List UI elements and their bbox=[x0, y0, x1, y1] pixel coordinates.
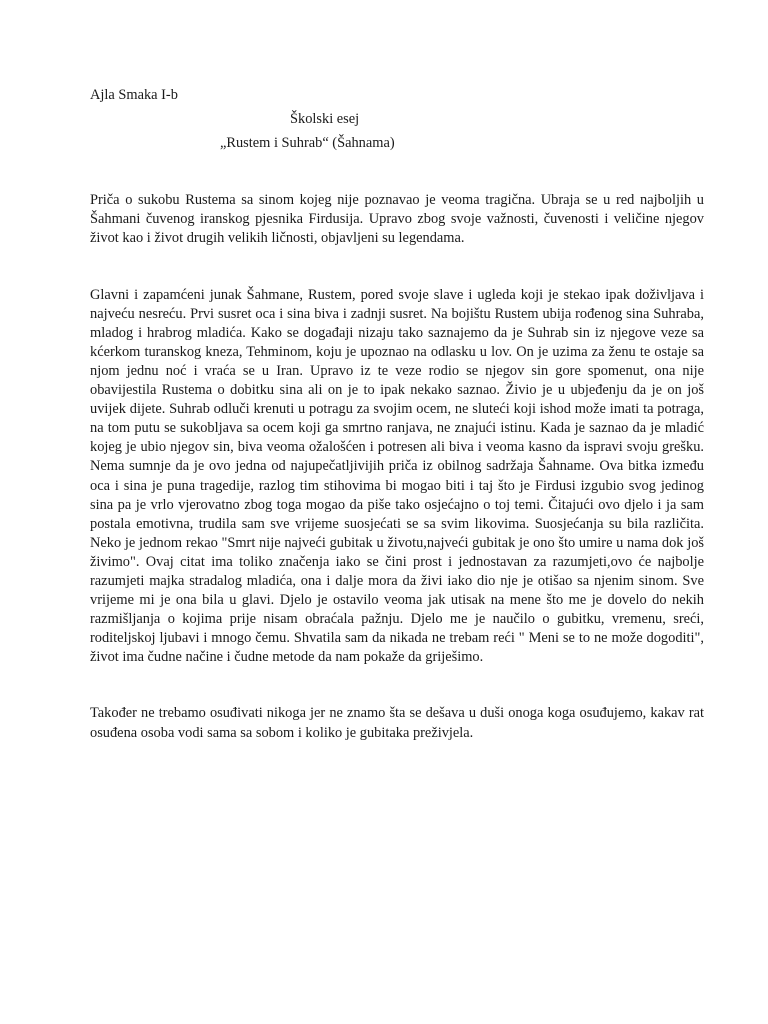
paragraph-conclusion: Također ne trebamo osuđivati nikoga jer ne znamo šta se dešava u duši onoga koga osuđujemo, kakav rat osuđena osoba vodi sama sa sobom i koliko je gubitaka preživjela. bbox=[90, 705, 704, 741]
essay-title: Školski esej bbox=[290, 111, 360, 128]
document-page bbox=[90, 86, 704, 743]
paragraph-intro: Priča o sukobu Rustema sa sinom kojeg nije poznavao je veoma tragična. Ubraja se u red najboljih u Šahmani čuvenog iranskog pjesnika Firdusija. Upravo zbog svoje važnosti, čuvenosti i veličine njegov život kao i život drugih velikih ličnosti, objavljeni su legendama. bbox=[90, 192, 704, 247]
author-line: Ajla Smaka I-b bbox=[90, 87, 178, 103]
essay-subtitle: „Rustem i Suhrab“ (Šahnama) bbox=[220, 135, 395, 152]
paragraph-body: Glavni i zapamćeni junak Šahmane, Rustem, pored svoje slave i ugleda koji je stekao ipak doživljava i najveću nesreću. Prvi susret oca i sina biva i zadnji susret. Na bojištu Rustem ubija rođenog sina Suhraba, mladog i hrabrog mladića. Kako se događaji nizaju tako saznajemo da je Suhrab sin iz njegove veze sa kćerkom turanskog kneza, Tehminom, koju je upoznao na odlasku u lov. On je uzima za ženu te ostaje sa njom jednu noć i vraća se u Iran. Upravo iz te veze rodio se njegov sin gore spomenut, ona nije obavijestila Rustema o dobitku sina ali on je to ipak nekako saznao. Živio je u ubjeđenju da je on još uvijek dijete. Suhrab odluči krenuti u potragu za svojim ocem, ne sluteći koji ishod može imati ta potraga, na tom putu se sukobljava sa ocem koji ga smrtno ranjava, ne znajući istinu. Kada je saznao da je mladić kojeg je ubio njegov sin, biva veoma ožalošćen i potresen ali biva i veoma kasno da ispravi svoju grešku. Nema sumnje da je ovo jedna od najupečatljivijih priča iz obilnog sadržaja Šahname. Ova bitka između oca i sina je puna tragedije, razlog tim stihovima bi mogao biti i taj što je Firdusi izgubio svog jedinog sina pa je vrlo vjerovatno zbog toga mogao da piše tako osjećajno o toj temi. Čitajući ovo djelo i ja sam postala emotivna, trudila sam sve vrijeme suosjećati se sa svim likovima. Suosjećanja su bila različita. Neko je jednom rekao "Smrt nije najveći gubitak u životu,najveći gubitak je ono što umire u nama dok još živimo". Ovaj citat ima toliko značenja iako se čini prost i jednostavan za razumjeti,ovo će najbolje razumjeti majka stradalog mladića, ona i dalje mora da živi iako dio nje je otišao sa njenim sinom. Sve vrijeme mi je ona bila u glavi. Djelo je ostavilo veoma jak utisak na mene što me je dovelo do nekih razmišljanja o kojima prije nisam obraćala pažnju. Djelo me je naučilo o gubitku, vremenu, sreći, roditeljskoj ljubavi i mnogo čemu. Shvatila sam da nikada ne trebam reći " Meni se to ne može dogoditi", život ima čudne načine i čudne metode da nam pokaže da griješimo. bbox=[90, 286, 704, 666]
